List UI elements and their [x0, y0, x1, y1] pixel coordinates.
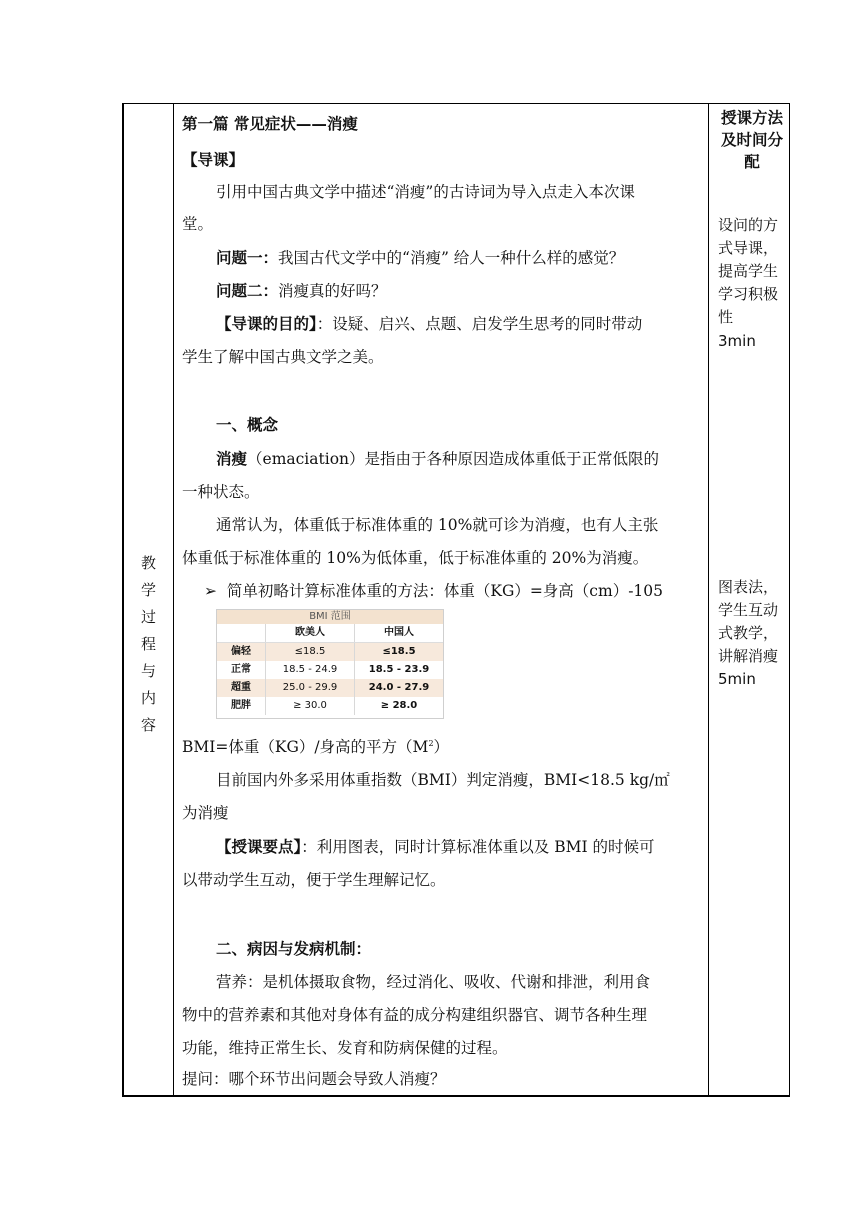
- nutrition-text-cont: 物中的营养素和其他对身体有益的成分构建组织器官、调节各种生理: [182, 1006, 648, 1024]
- definition-term: 消瘦: [216, 450, 248, 468]
- method-note-one: 设问的方式导课，提高学生学习积极性: [718, 216, 779, 326]
- bmi-formula-end: ）: [433, 738, 450, 756]
- label-char: 程: [140, 635, 156, 653]
- definition-text-cont: 一种状态。: [182, 483, 260, 501]
- question-one: [216, 246, 624, 268]
- usual-text-cont: 体重低于标准体重的 10%为低体重，低于标准体重的 20%为消瘦。: [182, 549, 649, 567]
- label-char: 内: [140, 689, 156, 707]
- bmi-usage-cont: 为消瘦: [182, 804, 229, 822]
- bmi-cell: 18.5 - 24.9: [266, 661, 355, 679]
- bmi-cell: ≤18.5: [266, 643, 355, 661]
- column-divider-right: [708, 104, 709, 1095]
- section-two-heading: 二、病因与发病机制：: [216, 940, 372, 958]
- section-one-heading: 一、概念: [216, 416, 279, 434]
- label-char: 学: [140, 581, 156, 599]
- bmi-row: [217, 697, 443, 715]
- left-column: [124, 104, 173, 1095]
- bmi-header-cell: 欧美人: [266, 624, 355, 642]
- bmi-table-title: BMI 范围: [217, 610, 443, 624]
- bullet-arrow-icon: ➢: [204, 582, 217, 600]
- bmi-usage: 目前国内外多采用体重指数（BMI）判定消瘦，BMI<18.5 kg/㎡: [216, 771, 670, 789]
- bmi-row: [217, 661, 443, 679]
- bmi-formula-text: BMI=体重（KG）/身高的平方（M: [182, 738, 429, 756]
- bmi-header-cell: 中国人: [384, 627, 414, 638]
- purpose-text-cont: 学生了解中国古典文学之美。: [182, 348, 384, 366]
- intro-text-cont: 堂。: [182, 215, 214, 233]
- bullet-line: [204, 579, 663, 601]
- method-header-text: 授课方法及时间分配: [720, 109, 783, 171]
- bmi-formula-sup: 2: [428, 738, 434, 748]
- purpose-label: 【导课的目的】: [216, 315, 317, 333]
- label-char: 容: [140, 716, 156, 734]
- bmi-cell: 肥胖: [217, 697, 266, 715]
- method-time-one: 3min: [718, 332, 756, 350]
- definition-text: （emaciation）是指由于各种原因造成体重低于正常低限的: [247, 450, 660, 468]
- question-two-label: 问题二：: [216, 282, 279, 300]
- bmi-header-row: [217, 624, 443, 643]
- page-title: 第一篇 常见症状——消瘦: [182, 115, 358, 133]
- bmi-cell: 24.0 - 27.9: [368, 682, 430, 693]
- bmi-cell: 18.5 - 23.9: [368, 664, 430, 675]
- key-point-cont: 以带动学生互动，便于学生理解记忆。: [182, 871, 446, 889]
- bmi-cell: ≤18.5: [382, 646, 416, 657]
- bmi-row: [217, 679, 443, 697]
- usual-text: 通常认为，体重低于标准体重的 10%就可诊为消瘦，也有人主张: [216, 516, 659, 534]
- method-note-two: 图表法，学生互动式教学，讲解消瘦: [718, 578, 779, 665]
- key-point-label: 【授课要点】: [216, 838, 302, 856]
- question-two: [216, 279, 387, 301]
- bmi-cell: 正常: [217, 661, 266, 679]
- purpose-text: ：设疑、启兴、点题、启发学生思考的同时带动: [316, 315, 643, 333]
- label-char: 与: [140, 662, 156, 680]
- definition-line: [216, 447, 659, 469]
- bmi-cell: 25.0 - 29.9: [266, 679, 355, 697]
- section-label: [124, 550, 173, 739]
- bmi-cell: ≥ 28.0: [380, 700, 418, 711]
- question-one-label: 问题一：: [216, 249, 279, 267]
- question-one-text: 我国古代文学中的“消瘦” 给人一种什么样的感觉？: [278, 249, 625, 267]
- key-point-line: [216, 835, 655, 857]
- key-point-text: ：利用图表，同时计算标准体重以及 BMI 的时候可: [301, 838, 655, 856]
- method-time-two: 5min: [718, 670, 756, 688]
- bmi-formula: [182, 735, 449, 757]
- nutrition-text: 营养：是机体摄取食物，经过消化、吸收、代谢和排泄，利用食: [216, 973, 651, 991]
- label-char: 过: [140, 608, 156, 626]
- column-divider-left: [173, 104, 174, 1095]
- intro-text: 引用中国古典文学中描述“消瘦”的古诗词为导入点走入本次课: [216, 183, 635, 201]
- lesson-table: [122, 103, 790, 1097]
- bmi-cell: 偏轻: [217, 643, 266, 661]
- bmi-cell: ≥ 30.0: [266, 697, 355, 715]
- bmi-header-cell: [217, 624, 266, 642]
- bmi-cell: 超重: [217, 679, 266, 697]
- question-two-text: 消瘦真的好吗？: [278, 282, 387, 300]
- label-char: 教: [140, 554, 156, 572]
- bullet-text: 简单初略计算标准体重的方法：体重（KG）=身高（cm）-105: [226, 582, 664, 600]
- question-prompt: 提问：哪个环节出问题会导致人消瘦？: [182, 1070, 446, 1088]
- method-header: [712, 104, 792, 173]
- nutrition-text-end: 功能，维持正常生长、发育和防病保健的过程。: [182, 1039, 508, 1057]
- purpose-line: [216, 312, 642, 334]
- bmi-row: [217, 643, 443, 661]
- bmi-table: [216, 609, 444, 719]
- intro-heading: 【导课】: [182, 151, 245, 169]
